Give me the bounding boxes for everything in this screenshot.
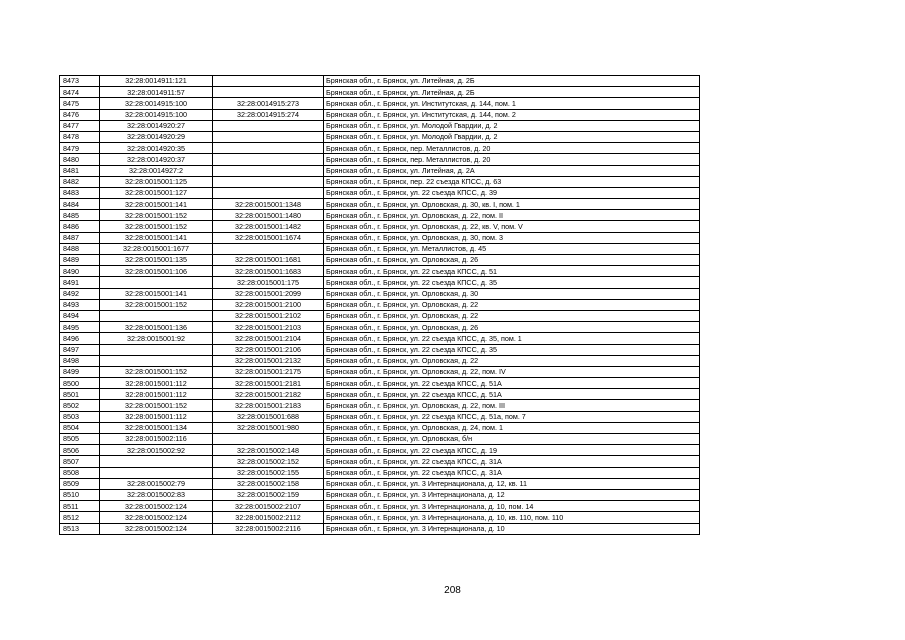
table-row	[60, 87, 700, 98]
object-number-cell	[213, 131, 324, 142]
object-number-cell: 32:28:0015001:1348	[213, 199, 324, 210]
cadastral-number-cell: 32:28:0015001:106	[100, 266, 213, 277]
row-number-cell: 8496	[60, 333, 100, 344]
table-row	[60, 221, 700, 232]
cadastral-number-cell: 32:28:0015001:152	[100, 210, 213, 221]
address-cell: Брянская обл., г. Брянск, ул. 22 съезда КПСС, д. 35	[324, 277, 700, 288]
cadastral-number-cell	[100, 467, 213, 478]
cadastral-number-cell	[100, 344, 213, 355]
table-row	[60, 288, 700, 299]
object-number-cell	[213, 87, 324, 98]
object-number-cell: 32:28:0015001:688	[213, 411, 324, 422]
object-number-cell: 32:28:0015001:980	[213, 422, 324, 433]
row-number-cell: 8513	[60, 523, 100, 534]
cadastral-number-cell	[100, 456, 213, 467]
table-row	[60, 523, 700, 534]
address-cell: Брянская обл., г. Брянск, ул. 3 Интернационала, д. 12	[324, 489, 700, 500]
row-number-cell: 8487	[60, 232, 100, 243]
table-row	[60, 501, 700, 512]
cadastral-number-cell: 32:28:0015002:124	[100, 523, 213, 534]
object-number-cell: 32:28:0015001:2102	[213, 310, 324, 321]
object-number-cell	[213, 434, 324, 445]
row-number-cell: 8508	[60, 467, 100, 478]
row-number-cell: 8497	[60, 344, 100, 355]
address-cell: Брянская обл., г. Брянск, ул. 22 съезда КПСС, д. 35, пом. 1	[324, 333, 700, 344]
address-cell: Брянская обл., г. Брянск, ул. Институтская, д. 144, пом. 1	[324, 98, 700, 109]
address-cell: Брянская обл., г. Брянск, ул. Орловская, д. 24, пом. 1	[324, 422, 700, 433]
table-row	[60, 76, 700, 87]
table-row	[60, 344, 700, 355]
page-number: 208	[444, 585, 461, 596]
cadastral-number-cell: 32:28:0014911:57	[100, 87, 213, 98]
cadastral-number-cell	[100, 277, 213, 288]
row-number-cell: 8507	[60, 456, 100, 467]
table-row	[60, 467, 700, 478]
object-number-cell: 32:28:0015002:2107	[213, 501, 324, 512]
object-number-cell: 32:28:0015001:2104	[213, 333, 324, 344]
cadastral-number-cell: 32:28:0014920:37	[100, 154, 213, 165]
registry-table-body	[60, 76, 700, 535]
cadastral-number-cell: 32:28:0015001:112	[100, 378, 213, 389]
address-cell: Брянская обл., г. Брянск, ул. 22 съезда КПСС, д. 31А	[324, 467, 700, 478]
address-cell: Брянская обл., г. Брянск, ул. Орловская, д. 22, пом. III	[324, 400, 700, 411]
object-number-cell	[213, 76, 324, 87]
cadastral-number-cell: 32:28:0015001:125	[100, 176, 213, 187]
row-number-cell: 8481	[60, 165, 100, 176]
cadastral-number-cell: 32:28:0015001:152	[100, 400, 213, 411]
cadastral-number-cell: 32:28:0015001:92	[100, 333, 213, 344]
row-number-cell: 8478	[60, 131, 100, 142]
table-row	[60, 445, 700, 456]
object-number-cell: 32:28:0015002:152	[213, 456, 324, 467]
address-cell: Брянская обл., г. Брянск, ул. Орловская, д. 22	[324, 310, 700, 321]
row-number-cell: 8492	[60, 288, 100, 299]
cadastral-number-cell: 32:28:0015001:136	[100, 322, 213, 333]
cadastral-number-cell: 32:28:0015002:92	[100, 445, 213, 456]
address-cell: Брянская обл., г. Брянск, ул. Орловская, д. 30	[324, 288, 700, 299]
table-row	[60, 131, 700, 142]
cadastral-number-cell: 32:28:0015001:152	[100, 221, 213, 232]
cadastral-number-cell: 32:28:0014920:29	[100, 131, 213, 142]
object-number-cell: 32:28:0015001:1681	[213, 255, 324, 266]
table-row	[60, 434, 700, 445]
row-number-cell: 8499	[60, 366, 100, 377]
table-row	[60, 98, 700, 109]
row-number-cell: 8480	[60, 154, 100, 165]
row-number-cell: 8500	[60, 378, 100, 389]
row-number-cell: 8477	[60, 120, 100, 131]
object-number-cell: 32:28:0015001:175	[213, 277, 324, 288]
address-cell: Брянская обл., г. Брянск, ул. Орловская, б/н	[324, 434, 700, 445]
row-number-cell: 8475	[60, 98, 100, 109]
table-row	[60, 266, 700, 277]
address-cell: Брянская обл., г. Брянск, ул. Металлистов, д. 45	[324, 243, 700, 254]
cadastral-number-cell: 32:28:0014915:100	[100, 98, 213, 109]
row-number-cell: 8509	[60, 478, 100, 489]
cadastral-number-cell: 32:28:0015001:135	[100, 255, 213, 266]
row-number-cell: 8482	[60, 176, 100, 187]
object-number-cell: 32:28:0014915:273	[213, 98, 324, 109]
table-row	[60, 176, 700, 187]
table-row	[60, 478, 700, 489]
cadastral-number-cell: 32:28:0015002:83	[100, 489, 213, 500]
row-number-cell: 8493	[60, 299, 100, 310]
object-number-cell: 32:28:0015001:2103	[213, 322, 324, 333]
address-cell: Брянская обл., г. Брянск, ул. 3 Интернационала, д. 10, пом. 14	[324, 501, 700, 512]
table-row	[60, 489, 700, 500]
address-cell: Брянская обл., г. Брянск, ул. Молодой Гвардии, д. 2	[324, 120, 700, 131]
cadastral-number-cell: 32:28:0015001:141	[100, 288, 213, 299]
address-cell: Брянская обл., г. Брянск, ул. Орловская, д. 22, пом. IV	[324, 366, 700, 377]
address-cell: Брянская обл., г. Брянск, ул. 22 съезда КПСС, д. 31А	[324, 456, 700, 467]
object-number-cell: 32:28:0015001:1480	[213, 210, 324, 221]
address-cell: Брянская обл., г. Брянск, ул. 22 съезда КПСС, д. 51	[324, 266, 700, 277]
table-row	[60, 165, 700, 176]
row-number-cell: 8490	[60, 266, 100, 277]
address-cell: Брянская обл., г. Брянск, ул. 22 съезда КПСС, д. 39	[324, 187, 700, 198]
cadastral-number-cell: 32:28:0015001:141	[100, 199, 213, 210]
table-row	[60, 456, 700, 467]
address-cell: Брянская обл., г. Брянск, ул. 22 съезда КПСС, д. 51а, пом. 7	[324, 411, 700, 422]
cadastral-number-cell: 32:28:0014920:27	[100, 120, 213, 131]
object-number-cell: 32:28:0015001:2099	[213, 288, 324, 299]
table-row	[60, 299, 700, 310]
table-row	[60, 232, 700, 243]
row-number-cell: 8510	[60, 489, 100, 500]
address-cell: Брянская обл., г. Брянск, ул. Орловская, д. 30, пом. 3	[324, 232, 700, 243]
cadastral-number-cell: 32:28:0014927:2	[100, 165, 213, 176]
object-number-cell: 32:28:0015001:2100	[213, 299, 324, 310]
address-cell: Брянская обл., г. Брянск, ул. 3 Интернационала, д. 12, кв. 11	[324, 478, 700, 489]
table-row	[60, 154, 700, 165]
table-row	[60, 255, 700, 266]
address-cell: Брянская обл., г. Брянск, ул. Институтская, д. 144, пом. 2	[324, 109, 700, 120]
table-row	[60, 355, 700, 366]
cadastral-number-cell	[100, 355, 213, 366]
object-number-cell: 32:28:0015001:2181	[213, 378, 324, 389]
address-cell: Брянская обл., г. Брянск, ул. Орловская, д. 22	[324, 355, 700, 366]
object-number-cell: 32:28:0015002:2116	[213, 523, 324, 534]
object-number-cell: 32:28:0015002:158	[213, 478, 324, 489]
address-cell: Брянская обл., г. Брянск, ул. 22 съезда КПСС, д. 35	[324, 344, 700, 355]
table-row	[60, 277, 700, 288]
table-row	[60, 109, 700, 120]
row-number-cell: 8505	[60, 434, 100, 445]
table-row	[60, 366, 700, 377]
cadastral-number-cell	[100, 310, 213, 321]
address-cell: Брянская обл., г. Брянск, ул. 3 Интернационала, д. 10, кв. 110, пом. 110	[324, 512, 700, 523]
object-number-cell: 32:28:0015001:2175	[213, 366, 324, 377]
address-cell: Брянская обл., г. Брянск, ул. 22 съезда КПСС, д. 19	[324, 445, 700, 456]
address-cell: Брянская обл., г. Брянск, ул. Литейная, д. 2Б	[324, 87, 700, 98]
object-number-cell: 32:28:0014915:274	[213, 109, 324, 120]
object-number-cell: 32:28:0015001:2182	[213, 389, 324, 400]
cadastral-number-cell: 32:28:0015002:116	[100, 434, 213, 445]
table-row	[60, 143, 700, 154]
row-number-cell: 8484	[60, 199, 100, 210]
row-number-cell: 8494	[60, 310, 100, 321]
cadastral-number-cell: 32:28:0015001:152	[100, 299, 213, 310]
address-cell: Брянская обл., г. Брянск, ул. Орловская, д. 22	[324, 299, 700, 310]
address-cell: Брянская обл., г. Брянск, пер. Металлистов, д. 20	[324, 143, 700, 154]
cadastral-number-cell: 32:28:0015002:79	[100, 478, 213, 489]
cadastral-number-cell: 32:28:0015001:1677	[100, 243, 213, 254]
table-row	[60, 322, 700, 333]
cadastral-number-cell: 32:28:0015001:152	[100, 366, 213, 377]
row-number-cell: 8504	[60, 422, 100, 433]
row-number-cell: 8479	[60, 143, 100, 154]
table-row	[60, 400, 700, 411]
cadastral-number-cell: 32:28:0015001:127	[100, 187, 213, 198]
address-cell: Брянская обл., г. Брянск, ул. Молодой Гвардии, д. 2	[324, 131, 700, 142]
table-row	[60, 243, 700, 254]
address-cell: Брянская обл., г. Брянск, ул. Орловская, д. 22, пом. II	[324, 210, 700, 221]
address-cell: Брянская обл., г. Брянск, ул. 22 съезда КПСС, д. 51А	[324, 389, 700, 400]
row-number-cell: 8491	[60, 277, 100, 288]
row-number-cell: 8498	[60, 355, 100, 366]
address-cell: Брянская обл., г. Брянск, ул. Литейная, д. 2А	[324, 165, 700, 176]
address-cell: Брянская обл., г. Брянск, ул. Орловская, д. 26	[324, 322, 700, 333]
cadastral-number-cell: 32:28:0014920:35	[100, 143, 213, 154]
row-number-cell: 8483	[60, 187, 100, 198]
cadastral-number-cell: 32:28:0015001:112	[100, 411, 213, 422]
table-row	[60, 512, 700, 523]
table-row	[60, 411, 700, 422]
cadastral-number-cell: 32:28:0015002:124	[100, 501, 213, 512]
row-number-cell: 8503	[60, 411, 100, 422]
row-number-cell: 8512	[60, 512, 100, 523]
address-cell: Брянская обл., г. Брянск, пер. 22 съезда КПСС, д. 63	[324, 176, 700, 187]
property-registry-table	[59, 75, 700, 535]
object-number-cell: 32:28:0015002:155	[213, 467, 324, 478]
address-cell: Брянская обл., г. Брянск, ул. Орловская, д. 22, кв. V, пом. V	[324, 221, 700, 232]
table-row	[60, 422, 700, 433]
cadastral-number-cell: 32:28:0014915:100	[100, 109, 213, 120]
object-number-cell: 32:28:0015002:159	[213, 489, 324, 500]
object-number-cell: 32:28:0015001:1683	[213, 266, 324, 277]
table-row	[60, 120, 700, 131]
table-row	[60, 389, 700, 400]
table-row	[60, 210, 700, 221]
row-number-cell: 8476	[60, 109, 100, 120]
table-row	[60, 333, 700, 344]
object-number-cell	[213, 143, 324, 154]
cadastral-number-cell: 32:28:0015001:112	[100, 389, 213, 400]
table-row	[60, 378, 700, 389]
row-number-cell: 8486	[60, 221, 100, 232]
table-row	[60, 199, 700, 210]
object-number-cell	[213, 120, 324, 131]
row-number-cell: 8474	[60, 87, 100, 98]
address-cell: Брянская обл., г. Брянск, ул. 22 съезда КПСС, д. 51А	[324, 378, 700, 389]
object-number-cell: 32:28:0015001:1482	[213, 221, 324, 232]
object-number-cell	[213, 243, 324, 254]
row-number-cell: 8473	[60, 76, 100, 87]
object-number-cell: 32:28:0015002:148	[213, 445, 324, 456]
object-number-cell: 32:28:0015001:2183	[213, 400, 324, 411]
row-number-cell: 8501	[60, 389, 100, 400]
cadastral-number-cell: 32:28:0015001:141	[100, 232, 213, 243]
cadastral-number-cell: 32:28:0014911:121	[100, 76, 213, 87]
cadastral-number-cell: 32:28:0015002:124	[100, 512, 213, 523]
row-number-cell: 8502	[60, 400, 100, 411]
object-number-cell: 32:28:0015001:1674	[213, 232, 324, 243]
cadastral-number-cell: 32:28:0015001:134	[100, 422, 213, 433]
address-cell: Брянская обл., г. Брянск, ул. 3 Интернационала, д. 10	[324, 523, 700, 534]
row-number-cell: 8489	[60, 255, 100, 266]
row-number-cell: 8506	[60, 445, 100, 456]
table-row	[60, 310, 700, 321]
address-cell: Брянская обл., г. Брянск, ул. Орловская, д. 30, кв. I, пом. 1	[324, 199, 700, 210]
object-number-cell	[213, 165, 324, 176]
table-row	[60, 187, 700, 198]
row-number-cell: 8495	[60, 322, 100, 333]
object-number-cell: 32:28:0015001:2106	[213, 344, 324, 355]
object-number-cell: 32:28:0015001:2132	[213, 355, 324, 366]
object-number-cell: 32:28:0015002:2112	[213, 512, 324, 523]
object-number-cell	[213, 187, 324, 198]
row-number-cell: 8485	[60, 210, 100, 221]
row-number-cell: 8488	[60, 243, 100, 254]
object-number-cell	[213, 176, 324, 187]
address-cell: Брянская обл., г. Брянск, ул. Орловская, д. 26	[324, 255, 700, 266]
address-cell: Брянская обл., г. Брянск, ул. Литейная, д. 2Б	[324, 76, 700, 87]
address-cell: Брянская обл., г. Брянск, пер. Металлистов, д. 20	[324, 154, 700, 165]
row-number-cell: 8511	[60, 501, 100, 512]
object-number-cell	[213, 154, 324, 165]
